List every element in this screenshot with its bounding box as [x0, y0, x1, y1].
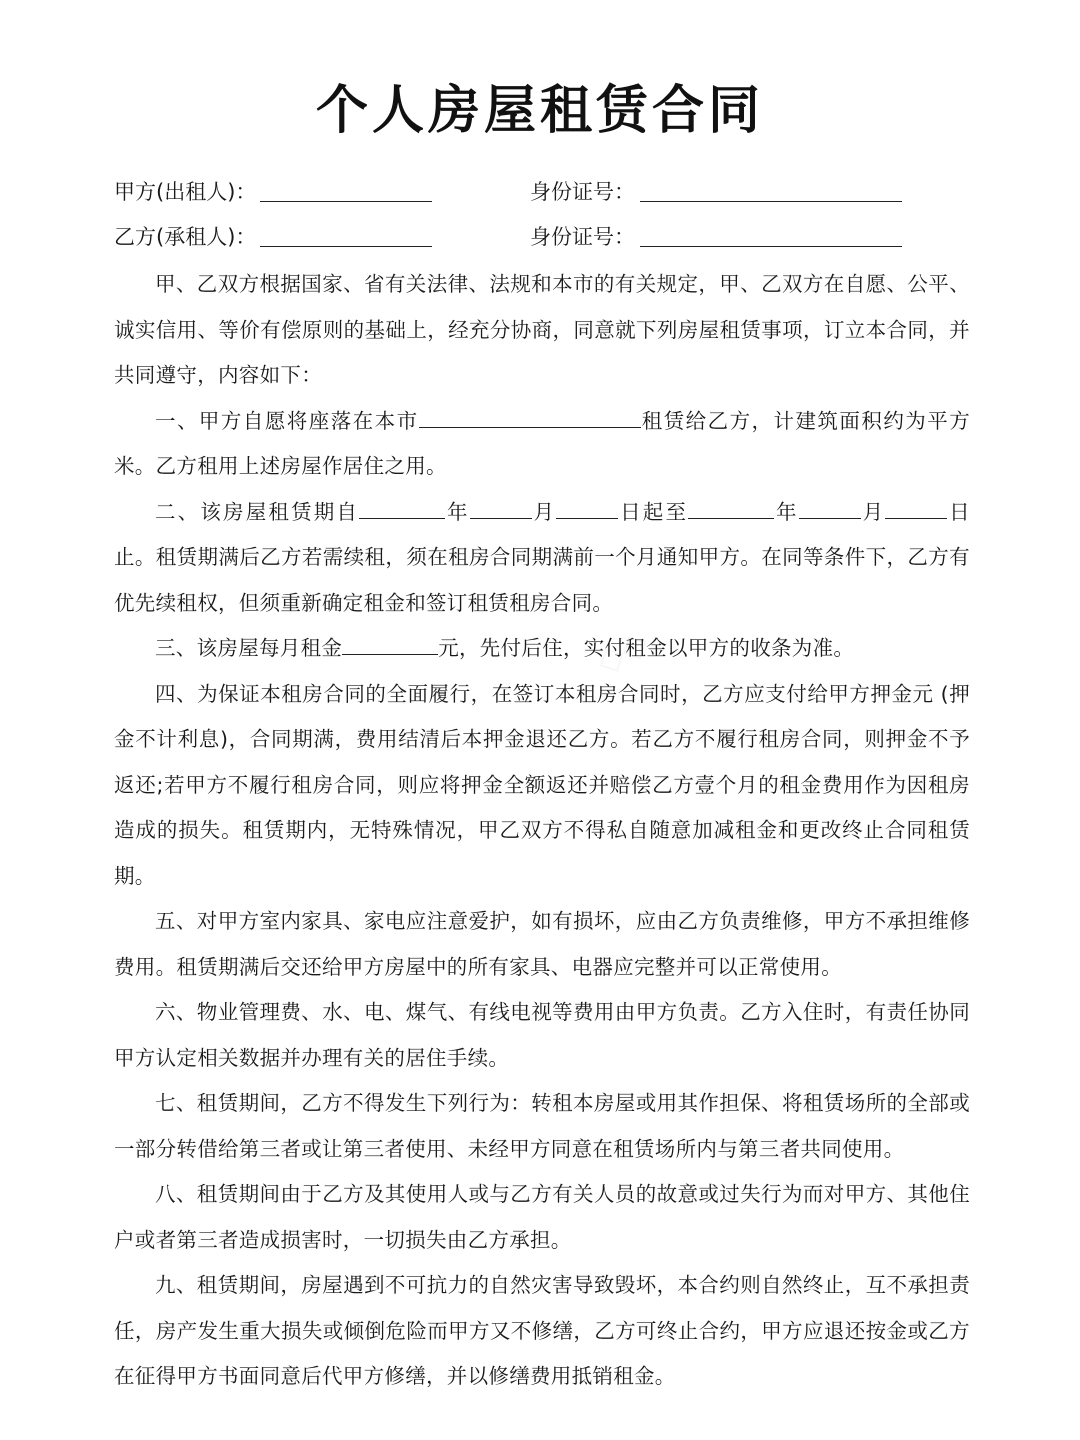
end-day-blank[interactable]: [885, 496, 947, 519]
clause-3-text-a: 三、该房屋每月租金: [155, 636, 343, 660]
landlord-id-blank[interactable]: [640, 201, 902, 202]
tenant-row: [114, 217, 974, 257]
landlord-label: 甲方(出租人)：: [114, 180, 257, 204]
clause-7: 七、租赁期间，乙方不得发生下列行为：转租本房屋或用其作担保、将租赁场所的全部或一部分转借给第三者或让第三者使用、未经甲方同意在租赁场所内与第三者共同使用。: [114, 1091, 970, 1161]
clause-5: 五、对甲方室内家具、家电应注意爱护，如有损坏，应由乙方负责维修，甲方不承担维修费用。租赁期满后交还给甲方房屋中的所有家具、电器应完整并可以正常使用。: [114, 909, 970, 979]
start-month-blank[interactable]: [470, 496, 532, 519]
clause-3-text-b: 元，先付后住，实付租金以甲方的收条为准。: [438, 636, 855, 660]
start-day-blank[interactable]: [556, 496, 618, 519]
landlord-row: [114, 172, 974, 212]
clause-2-month-2: 月: [860, 499, 886, 524]
clause-2-text-a: 二、该房屋租赁期自: [155, 499, 360, 524]
document-title: 个人房屋租赁合同: [315, 81, 764, 141]
clause-2-year-1: 年: [445, 499, 470, 524]
address-blank[interactable]: [419, 405, 641, 428]
intro-paragraph: 甲、乙双方根据国家、省有关法律、法规和本市的有关规定，甲、乙双方在自愿、公平、诚实信用、等价有偿原则的基础上，经充分协商，同意就下列房屋租赁事项，订立本合同，并共同遵守，内容如下：: [114, 272, 970, 387]
clause-3: [114, 626, 970, 672]
clause-2-day-2: 日止。租赁期满后乙方若需续租，须在租房合同期满前一个月通知甲方。在同等条件下，乙方有优先续租权，但须重新确定租金和签订租赁租房合同。: [114, 499, 970, 615]
clause-2-day-1: 日起至: [618, 499, 689, 524]
end-month-blank[interactable]: [799, 496, 861, 519]
end-year-blank[interactable]: [688, 496, 774, 519]
clause-2-month-1: 月: [531, 499, 557, 524]
tenant-name-blank[interactable]: [260, 246, 432, 247]
clause-6: 六、物业管理费、水、电、煤气、有线电视等费用由甲方负责。乙方入住时，有责任协同甲方认定相关数据并办理有关的居住手续。: [114, 1000, 970, 1070]
clause-1-text-b: 租赁给乙方，计建筑面积约为平方米。乙方租用上述房屋作居住之用。: [114, 408, 971, 478]
clause-2-year-2: 年: [774, 499, 799, 524]
clause-1-text-a: 一、甲方自愿将座落在本市: [155, 408, 419, 433]
clause-1: [114, 399, 970, 490]
rent-amount-blank[interactable]: [342, 632, 438, 655]
clause-2: [114, 490, 970, 627]
start-year-blank[interactable]: [359, 496, 445, 519]
landlord-name-blank[interactable]: [260, 201, 432, 202]
contract-body: [114, 262, 970, 1400]
tenant-label: 乙方(承租人)：: [114, 225, 257, 249]
clause-9: 九、租赁期间，房屋遇到不可抗力的自然灾害导致毁坏，本合约则自然终止，互不承担责任，房产发生重大损失或倾倒危险而甲方又不修缮，乙方可终止合约，甲方应退还按金或乙方在征得甲方书面同意后代甲方修缮，并以修缮费用抵销租金。: [114, 1273, 970, 1388]
landlord-id-label: 身份证号：: [530, 180, 635, 204]
tenant-id-label: 身份证号：: [530, 225, 635, 249]
clause-8: 八、租赁期间由于乙方及其使用人或与乙方有关人员的故意或过失行为而对甲方、其他住户或者第三者造成损害时，一切损失由乙方承担。: [114, 1182, 970, 1252]
tenant-id-blank[interactable]: [640, 246, 902, 247]
clause-4: 四、为保证本租房合同的全面履行，在签订本租房合同时，乙方应支付给甲方押金元 (押金不计利息)，合同期满，费用结清后本押金退还乙方。若乙方不履行租房合同，则押金不予返还;若甲方不履行租房合同，则应将押金全额返还并赔偿乙方壹个月的租金费用作为因租房造成的损失。租赁期内，无特殊情况，甲乙双方不得私自随意加减租金和更改终止合同租赁期。: [114, 681, 970, 888]
